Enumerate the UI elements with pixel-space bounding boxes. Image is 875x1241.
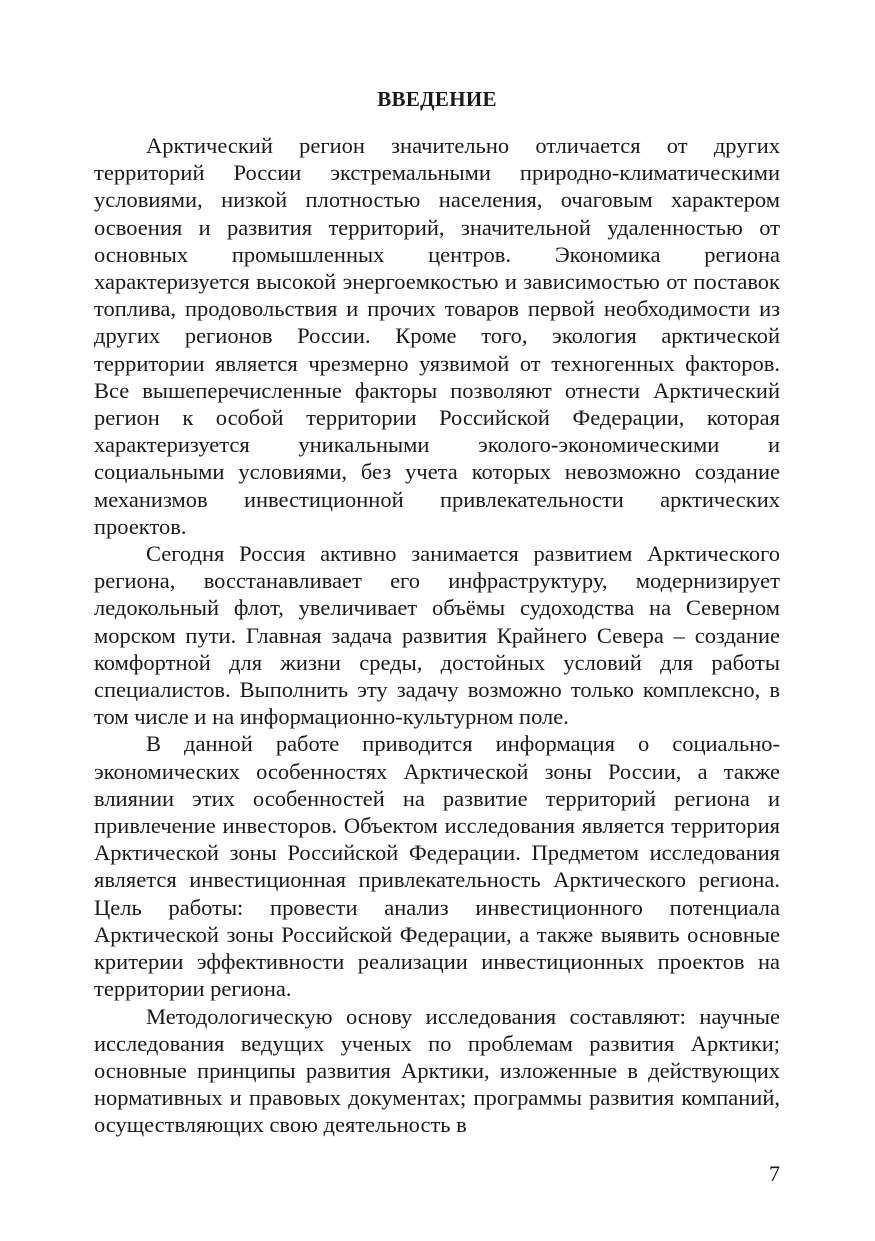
paragraph-4: Методологическую основу исследования составляют: научные исследования ведущих ученых по проблемам развития Арктики; основные принципы развития Арктики, изложенные в действующих нормативных и правовых документах; программы развития компаний, осуществляющих свою деятельность в [94, 1003, 780, 1138]
paragraph-2: Сегодня Россия активно занимается развитием Арктического региона, восстанавливает его инфраструктуру, модернизирует ледокольный флот, увеличивает объёмы судоходства на Северном морском пути. Главная задача развития Крайнего Севера – создание комфортной для жизни среды, достойных условий для работы специалистов. Выполнить эту задачу возможно только комплексно, в том числе и на информационно-культурном поле. [94, 541, 780, 730]
page-title: ВВЕДЕНИЕ [377, 87, 497, 111]
paragraph-3: В данной работе приводится информация о социально-экономических особенностях Арктической зоны России, а также влиянии этих особенностей на развитие территорий региона и привлечение инвесторов. Объектом исследования является территория Арктической зоны Российской Федерации. Предметом исследования является инвестиционная привлекательность Арктического региона. Цель работы: провести анализ инвестиционного потенциала Арктической зоны Российской Федерации, а также выявить основные критерии эффективности реализации инвестиционных проектов на территории региона. [94, 731, 780, 1002]
body-text [94, 132, 780, 1139]
page-number: 7 [769, 1161, 780, 1186]
paragraph-1: Арктический регион значительно отличается от других территорий России экстремальными природно-климатическими условиями, низкой плотностью населения, очаговым характером освоения и развития территорий, значительной удаленностью от основных промышленных центров. Экономика региона характеризуется высокой энергоемкостью и зависимостью от поставок топлива, продовольствия и прочих товаров первой необходимости из других регионов России. Кроме того, экология арктической территории является чрезмерно уязвимой от техногенных факторов. Все вышеперечисленные факторы позволяют отнести Арктический регион к особой территории Российской Федерации, которая характеризуется уникальными эколого-экономическими и социальными условиями, без учета которых невозможно создание механизмов инвестиционной привлекательности арктических проектов. [94, 133, 780, 539]
